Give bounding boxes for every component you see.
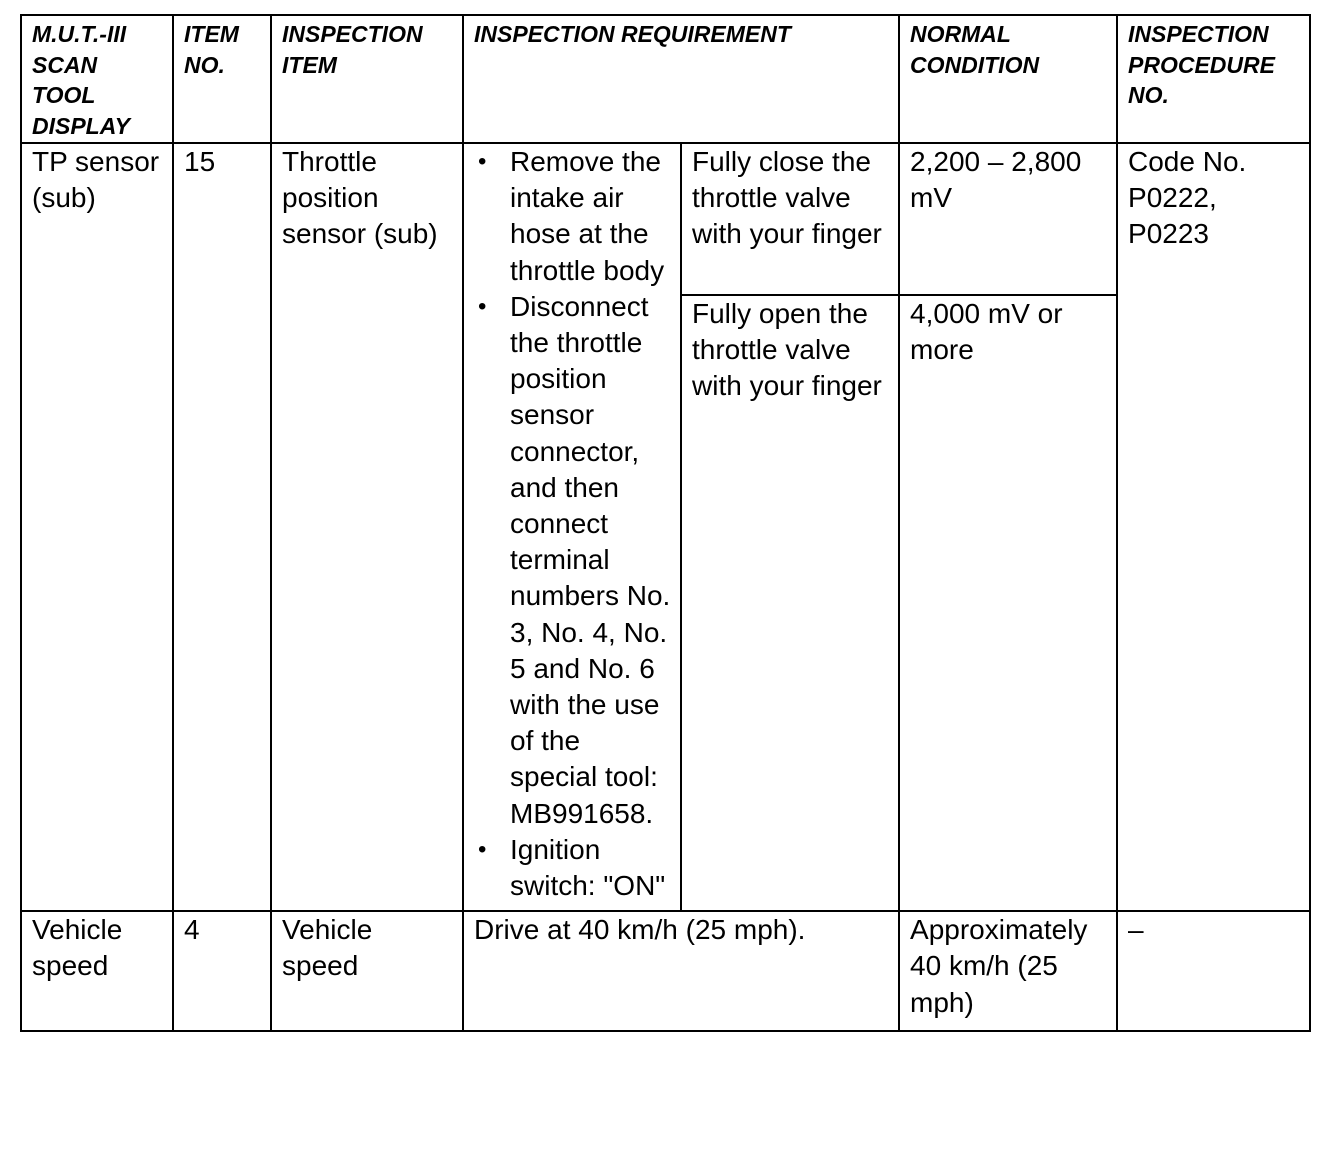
cell-display: TP sensor (sub) xyxy=(21,143,173,911)
cell-inspection-item: Vehicle speed xyxy=(271,911,463,1031)
header-scan-tool-display: M.U.T.-III SCAN TOOL DISPLAY xyxy=(21,15,173,143)
cell-condition-action-closed: Fully close the throttle valve with your finger xyxy=(681,143,899,295)
list-item xyxy=(478,144,672,289)
cell-procedure-no: – xyxy=(1117,911,1310,1031)
bullet-icon: • xyxy=(478,835,487,863)
cell-item-no: 4 xyxy=(173,911,271,1031)
inspection-table xyxy=(20,14,1311,1032)
cell-normal: Approximately 40 km/h (25 mph) xyxy=(899,911,1117,1031)
header-item-no: ITEM NO. xyxy=(173,15,271,143)
cell-condition-action-open: Fully open the throttle valve with your finger xyxy=(681,295,899,911)
requirement-text: Remove the intake air hose at the throttle body xyxy=(510,146,665,286)
list-item xyxy=(478,832,672,904)
requirement-text: Disconnect the throttle position sensor connector, and then connect terminal numbers No. 3, No. 4, No. 5 and No. 6 with the use of the special tool: MB991658. xyxy=(510,290,671,829)
header-procedure-no: INSPECTION PROCEDURE NO. xyxy=(1117,15,1310,143)
header-inspection-requirement: INSPECTION REQUIREMENT xyxy=(463,15,899,143)
cell-requirements xyxy=(463,143,681,911)
requirement-text: Ignition switch: "ON" xyxy=(510,833,666,902)
header-inspection-item: INSPECTION ITEM xyxy=(271,15,463,143)
cell-inspection-item: Throttle position sensor (sub) xyxy=(271,143,463,911)
cell-display: Vehicle speed xyxy=(21,911,173,1031)
cell-item-no: 15 xyxy=(173,143,271,911)
cell-normal-closed: 2,200 – 2,800 mV xyxy=(899,143,1117,295)
header-row xyxy=(21,15,1310,143)
cell-requirement: Drive at 40 km/h (25 mph). xyxy=(463,911,899,1031)
bullet-icon: • xyxy=(478,292,487,320)
cell-procedure-no: Code No. P0222, P0223 xyxy=(1117,143,1310,911)
list-item xyxy=(478,289,672,832)
table-row-vehicle-speed xyxy=(21,911,1310,1031)
bullet-icon: • xyxy=(478,148,487,175)
requirement-list xyxy=(474,144,672,904)
header-normal-condition: NORMAL CONDITION xyxy=(899,15,1117,143)
cell-normal-open: 4,000 mV or more xyxy=(899,295,1117,911)
table-row-tp-sensor xyxy=(21,143,1310,295)
